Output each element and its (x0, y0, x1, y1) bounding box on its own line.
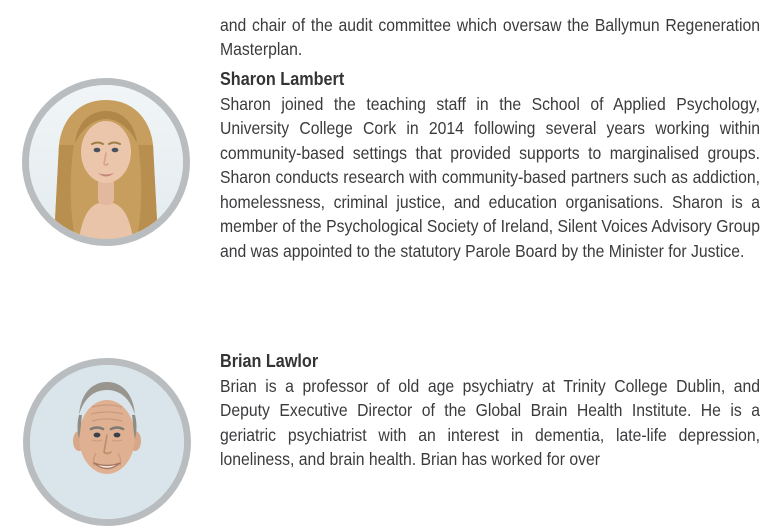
profile-section-brian-lawlor (220, 349, 760, 472)
profile-name-sharon-lambert: Sharon Lambert (220, 69, 345, 89)
man-portrait-icon (30, 365, 184, 519)
profile-section-sharon-lambert (220, 67, 760, 263)
brian-lawlor-photo (23, 358, 191, 526)
intro-paragraph: and chair of the audit committee which oversaw the Ballymun Regeneration Masterplan. (220, 14, 760, 59)
woman-portrait-icon (29, 85, 183, 239)
sharon-lambert-photo (22, 78, 190, 246)
profile-bio-sharon-lambert: Sharon joined the teaching staff in the School of Applied Psychology, University College Cork in 2014 following several years working within community-based settings that provided supports to marginalised groups. Sharon conducts research with community-based partners such as addiction, homelessness, criminal justice, and education organisations. Sharon is a member of the Psychological Society of Ireland, Silent Voices Advisory Group and was appointed to the statutory Parole Board by the Minister for Justice. (220, 93, 760, 261)
profile-bio-brian-lawlor: Brian is a professor of old age psychiatry at Trinity College Dublin, and Deputy Executive Director of the Global Brain Health Institute. He is a geriatric psychiatrist with an interest in dementia, late-life depression, loneliness, and brain health. Brian has worked for over (220, 375, 760, 469)
profile-name-brian-lawlor: Brian Lawlor (220, 351, 319, 371)
